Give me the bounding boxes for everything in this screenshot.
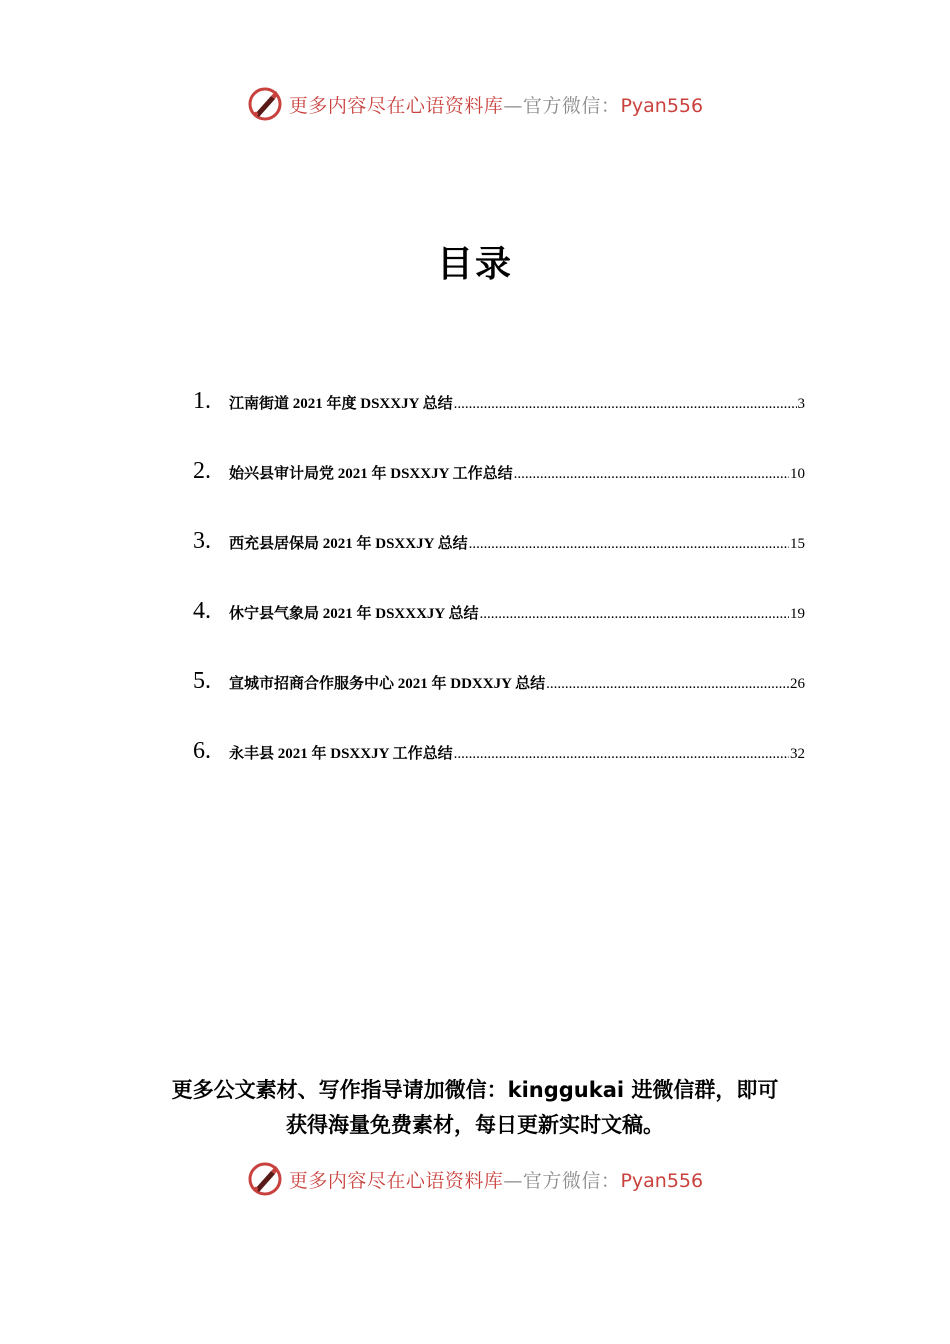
toc-title: 始兴县审计局党 2021 年 DSXXJY 工作总结 — [229, 466, 513, 482]
promo-line-2: 获得海量免费素材，每日更新实时文稿。 — [286, 1113, 664, 1137]
watermark-text — [289, 1166, 703, 1193]
watermark-footer — [0, 1157, 950, 1201]
toc-item[interactable] — [193, 598, 805, 668]
toc-item[interactable] — [193, 528, 805, 598]
toc-page-number: 32 — [790, 746, 805, 762]
promo-text — [0, 1073, 950, 1143]
toc-number: 2. — [193, 458, 211, 484]
watermark-wechat-id: Pyan556 — [620, 1169, 704, 1192]
toc-leader-dots — [454, 396, 797, 413]
watermark-cn: 更多内容尽在心语资料库 — [288, 94, 504, 117]
toc-number: 4. — [193, 598, 211, 624]
toc-item[interactable] — [193, 668, 805, 738]
watermark-header — [0, 82, 950, 126]
toc-item[interactable] — [193, 388, 805, 458]
watermark-wechat-id: Pyan556 — [620, 94, 704, 117]
toc-page-number: 19 — [790, 606, 805, 622]
toc-title: 西充县居保局 2021 年 DSXXJY 总结 — [229, 536, 468, 552]
toc-item[interactable] — [193, 738, 805, 808]
toc-page-number: 3 — [797, 396, 805, 412]
promo-line-1: 更多公文素材、写作指导请加微信：kinggukai 进微信群，即可 — [171, 1078, 779, 1102]
page-title: 目录 — [436, 244, 513, 285]
toc-number: 3. — [193, 528, 211, 554]
toc-item[interactable] — [193, 458, 805, 528]
watermark-cn: 更多内容尽在心语资料库 — [288, 1169, 504, 1192]
toc-page-number: 10 — [790, 466, 805, 482]
pen-logo-icon — [247, 1161, 283, 1197]
toc-number: 5. — [193, 668, 211, 694]
toc-leader-dots — [479, 606, 789, 623]
toc-leader-dots — [546, 676, 789, 693]
toc-title: 永丰县 2021 年 DSXXJY 工作总结 — [229, 746, 453, 762]
toc-number: 6. — [193, 738, 211, 764]
toc-leader-dots — [514, 466, 789, 483]
watermark-wechat-label: 官方微信： — [522, 1169, 621, 1192]
watermark-wechat-label: 官方微信： — [522, 94, 621, 117]
toc-leader-dots — [469, 536, 789, 553]
toc-number: 1. — [193, 388, 211, 414]
pen-logo-icon — [247, 86, 283, 122]
toc-leader-dots — [454, 746, 789, 763]
toc-title: 休宁县气象局 2021 年 DSXXXJY 总结 — [229, 606, 479, 622]
toc-page-number: 15 — [790, 536, 805, 552]
table-of-contents — [193, 388, 805, 808]
toc-page-number: 26 — [790, 676, 805, 692]
toc-title: 宣城市招商合作服务中心 2021 年 DDXXJY 总结 — [229, 676, 546, 692]
toc-title: 江南街道 2021 年度 DSXXJY 总结 — [229, 396, 453, 412]
watermark-dash: — — [503, 94, 523, 117]
watermark-dash: — — [503, 1169, 523, 1192]
watermark-text — [289, 91, 703, 118]
